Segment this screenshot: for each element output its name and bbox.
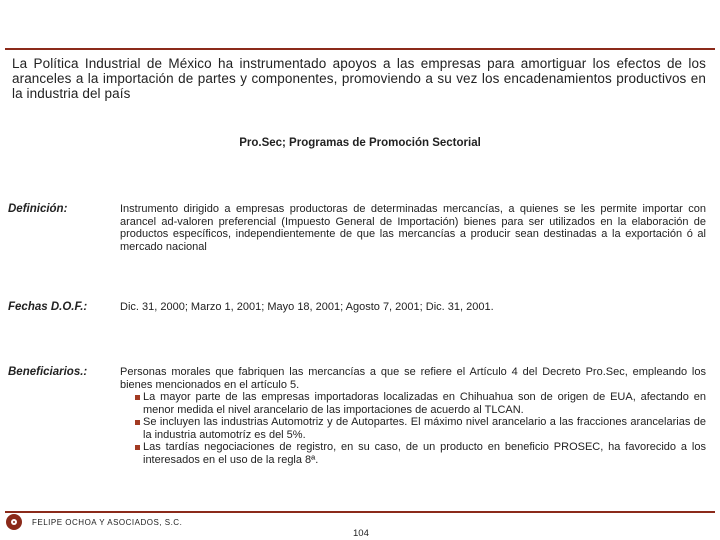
footer-company-name: FELIPE OCHOA Y ASOCIADOS, S.C. xyxy=(32,518,183,527)
intro-paragraph: La Política Industrial de México ha instrumentado apoyos a las empresas para amortiguar los efectos de los aranceles a la importación de partes y componentes, promoviendo a su vez los encadenamientos productivos en la industria del país xyxy=(12,56,706,101)
list-item xyxy=(120,391,706,416)
fechas-text: Dic. 31, 2000; Marzo 1, 2001; Mayo 18, 2001; Agosto 7, 2001; Dic. 31, 2001. xyxy=(120,301,494,313)
bullet-text: Se incluyen las industrias Automotriz y de Autopartes. El máximo nivel arancelario a las fracciones arancelarias de la industria automotríz es del 5%. xyxy=(143,416,706,441)
page-number: 104 xyxy=(353,528,369,539)
square-bullet-icon xyxy=(135,445,140,450)
bullet-text: La mayor parte de las empresas importadoras localizadas en Chihuahua son de origen de EUA, afectando en menor medida el nivel arancelario de las importaciones de acuerdo al TLCAN. xyxy=(143,391,706,416)
definicion-label: Definición: xyxy=(8,203,68,215)
section-title: Pro.Sec; Programas de Promoción Sectorial xyxy=(239,137,481,149)
list-item xyxy=(120,441,706,466)
bottom-divider xyxy=(5,511,715,513)
beneficiarios-label: Beneficiarios.: xyxy=(8,366,88,378)
beneficiarios-block xyxy=(120,366,706,466)
top-divider xyxy=(5,48,715,50)
definicion-text: Instrumento dirigido a empresas productoras de determinadas mercancías, a quienes se les permite importar con arancel ad-valoren preferencial (Impuesto General de Importación) bienes para ser utilizados en la elaboración de productos específicos, independientemente de que las mercancías a producir sean destinadas a la exportación ó al mercado nacional xyxy=(120,203,706,253)
list-item xyxy=(120,416,706,441)
company-logo-icon xyxy=(6,514,22,530)
beneficiarios-text: Personas morales que fabriquen las mercancías a que se refiere el Artículo 4 del Decreto Pro.Sec, empleando los bienes mencionados en el artículo 5. xyxy=(120,366,706,391)
fechas-label: Fechas D.O.F.: xyxy=(8,301,88,313)
square-bullet-icon xyxy=(135,420,140,425)
square-bullet-icon xyxy=(135,395,140,400)
bullet-text: Las tardías negociaciones de registro, en su caso, de un producto en beneficio PROSEC, ha favorecido a los interesados en el uso de la regla 8ª. xyxy=(143,441,706,466)
